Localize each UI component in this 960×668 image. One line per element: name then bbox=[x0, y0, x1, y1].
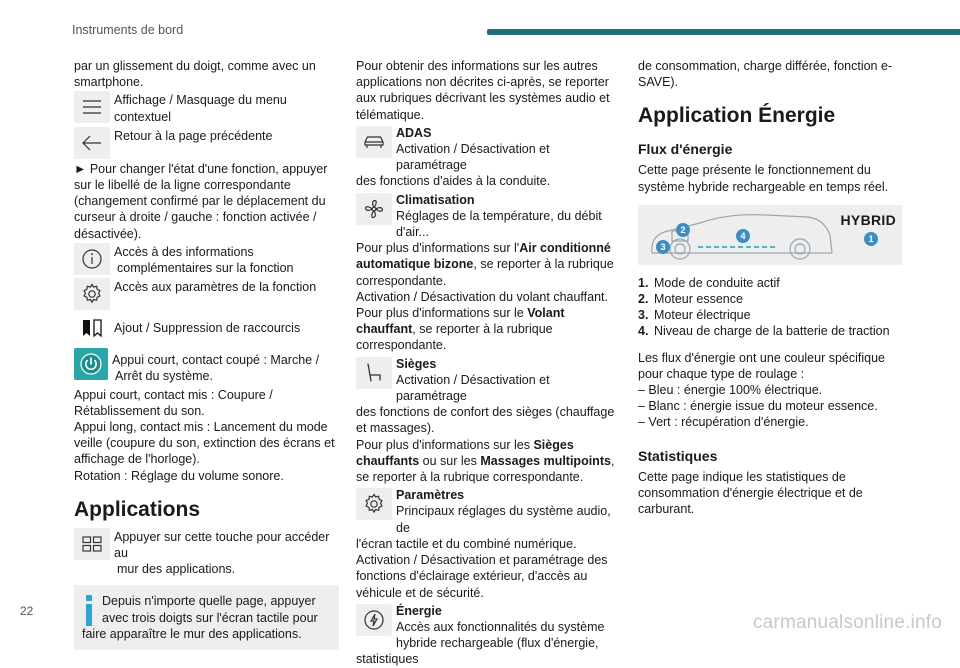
applications-heading: Applications bbox=[74, 497, 201, 521]
tip-box bbox=[74, 585, 339, 650]
apps-row bbox=[74, 528, 339, 578]
clim-entry bbox=[356, 192, 623, 241]
gear-icon bbox=[356, 488, 392, 520]
car-icon bbox=[356, 126, 392, 158]
fan-icon bbox=[356, 193, 392, 225]
adas-line2: des fonctions d'aides à la conduite. bbox=[356, 174, 551, 189]
info-description: Accès à des informations complémentaires sur la fonction bbox=[114, 244, 294, 276]
flow-colors-text: Les flux d'énergie ont une couleur spécifique pour chaque type de roulage : bbox=[638, 350, 885, 381]
seat-icon bbox=[356, 357, 392, 389]
hybrid-flow-diagram bbox=[638, 205, 902, 265]
settings-row bbox=[74, 278, 339, 310]
legend-item: 1. Mode de conduite actif bbox=[638, 275, 780, 290]
adas-entry bbox=[356, 125, 623, 190]
flow-colors-list bbox=[638, 382, 903, 431]
flow-color-item: – Bleu : énergie 100% électrique. bbox=[638, 383, 823, 398]
clim-title: Climatisation bbox=[396, 192, 475, 207]
hybrid-mode-label: HYBRID bbox=[840, 211, 896, 228]
info-row bbox=[74, 243, 339, 276]
sieges-line1: Activation / Désactivation et paramétrage bbox=[396, 372, 550, 404]
column-3 bbox=[638, 58, 903, 517]
power-icon bbox=[74, 348, 108, 380]
shortcut-description: Ajout / Suppression de raccourcis bbox=[114, 321, 301, 336]
energie-continued: de consommation, charge différée, fonction e-SAVE). bbox=[638, 59, 893, 90]
callout-4: 4 bbox=[736, 229, 750, 243]
page-number: 22 bbox=[20, 604, 34, 618]
energy-app-heading: Application Énergie bbox=[638, 104, 836, 128]
legend-item: 4. Niveau de charge de la batterie de traction bbox=[638, 324, 890, 339]
callout-legend bbox=[638, 275, 903, 340]
callout-1: 1 bbox=[864, 232, 878, 246]
clim-line1: Réglages de la température, du débit bbox=[396, 208, 602, 223]
back-row bbox=[74, 127, 339, 159]
column-1 bbox=[74, 58, 339, 650]
params-line1: Principaux réglages du système audio, de bbox=[396, 504, 611, 535]
params-text2: Activation / Désactivation et paramétrage des fonctions d'éclairage extérieur, d'accès au véhicule et de sécurité. bbox=[356, 553, 608, 600]
apps-grid-icon bbox=[74, 528, 110, 560]
info-marker-icon bbox=[82, 593, 96, 642]
statistics-text: Cette page indique les statistiques de consommation d'énergie électrique et de carburant. bbox=[638, 469, 863, 517]
power-description: Appui court, contact coupé : Marche / Arrêt du système. bbox=[112, 353, 320, 384]
clim-line2: d'air... bbox=[396, 225, 429, 240]
power-long-press: Appui long, contact mis : Lancement du mode veille (coupure du son, extinction des écrans et affichage de l'horloge). bbox=[74, 420, 335, 467]
menu-row bbox=[74, 91, 339, 124]
flow-color-item: – Blanc : énergie issue du moteur essence. bbox=[638, 399, 878, 414]
back-arrow-icon bbox=[74, 127, 110, 159]
clim-reference: Pour plus d'informations sur l'Air conditionné automatique bizone, se reporter à la rubrique correspondante. bbox=[356, 241, 614, 288]
energie-entry bbox=[356, 603, 623, 668]
volant-reference: Pour plus d'informations sur le Volant chauffant, se reporter à la rubrique correspondante. bbox=[356, 306, 565, 353]
power-row bbox=[74, 348, 339, 384]
tip-text: Depuis n'importe quelle page, appuyer avec trois doigts sur l'écran tactile pour faire apparaître le mur des applications. bbox=[82, 594, 318, 641]
power-short-press-on: Appui court, contact mis : Coupure / Rétablissement du son. bbox=[74, 387, 273, 418]
sieges-title: Sièges bbox=[396, 356, 437, 371]
energy-flow-heading: Flux d'énergie bbox=[638, 141, 733, 158]
callout-3: 3 bbox=[656, 240, 670, 254]
energie-line1: Accès aux fonctionnalités du système bbox=[396, 619, 605, 634]
info-icon bbox=[74, 243, 110, 275]
sieges-entry bbox=[356, 356, 623, 437]
flow-color-item: – Vert : récupération d'énergie. bbox=[638, 415, 809, 430]
shortcut-row bbox=[74, 312, 339, 344]
menu-description: Affichage / Masquage du menu contextuel bbox=[114, 93, 287, 124]
adas-line1: Activation / Désactivation et paramétrage bbox=[396, 142, 550, 173]
gear-icon bbox=[74, 278, 110, 310]
callout-2: 2 bbox=[676, 223, 690, 237]
volant-text: Activation / Désactivation du volant chauffant. bbox=[356, 289, 609, 304]
watermark: carmanualsonline.info bbox=[752, 612, 942, 633]
other-apps-intro: Pour obtenir des informations sur les autres applications non décrites ci-après, se reporter aux rubriques décrivant les systèmes audio et télématique. bbox=[356, 59, 610, 122]
energy-flow-text: Cette page présente le fonctionnement du système hybride rechargeable en temps réel. bbox=[638, 163, 889, 194]
power-rotation: Rotation : Réglage du volume sonore. bbox=[74, 468, 284, 483]
bookmark-icon bbox=[74, 312, 110, 344]
energie-title: Énergie bbox=[396, 603, 442, 618]
header-accent-bar bbox=[487, 29, 960, 35]
energy-bolt-icon bbox=[356, 604, 392, 636]
statistics-heading: Statistiques bbox=[638, 447, 718, 464]
back-description: Retour à la page précédente bbox=[114, 128, 273, 143]
running-header: Instruments de bord bbox=[72, 23, 184, 37]
intro-text: par un glissement du doigt, comme avec un smartphone. bbox=[74, 59, 316, 90]
legend-item: 3. Moteur électrique bbox=[638, 308, 751, 323]
params-title: Paramètres bbox=[396, 488, 465, 503]
sieges-reference: Pour plus d'informations sur les Sièges chauffants ou sur les Massages multipoints, se reporter à la rubrique correspondante. bbox=[356, 437, 615, 485]
energie-line2: hybride rechargeable (flux d'énergie, statistiques bbox=[356, 636, 599, 667]
legend-item: 2. Moteur essence bbox=[638, 292, 743, 307]
params-entry bbox=[356, 487, 623, 552]
sieges-line2: des fonctions de confort des sièges (chauffage et massages). bbox=[356, 405, 615, 436]
column-2 bbox=[356, 58, 623, 668]
menu-icon bbox=[74, 91, 110, 123]
toggle-instructions: ► Pour changer l'état d'une fonction, appuyer sur le libellé de la ligne correspondante (changement confirmé par le déplacement du curseur à droite / gauche : fonction activée / désactivée). bbox=[74, 161, 328, 241]
apps-description: Appuyer sur cette touche pour accéder au mur des applications. bbox=[114, 529, 330, 577]
settings-description: Accès aux paramètres de la fonction bbox=[114, 280, 317, 295]
params-line2: l'écran tactile et du combiné numérique. bbox=[356, 536, 577, 551]
adas-title: ADAS bbox=[396, 125, 432, 140]
